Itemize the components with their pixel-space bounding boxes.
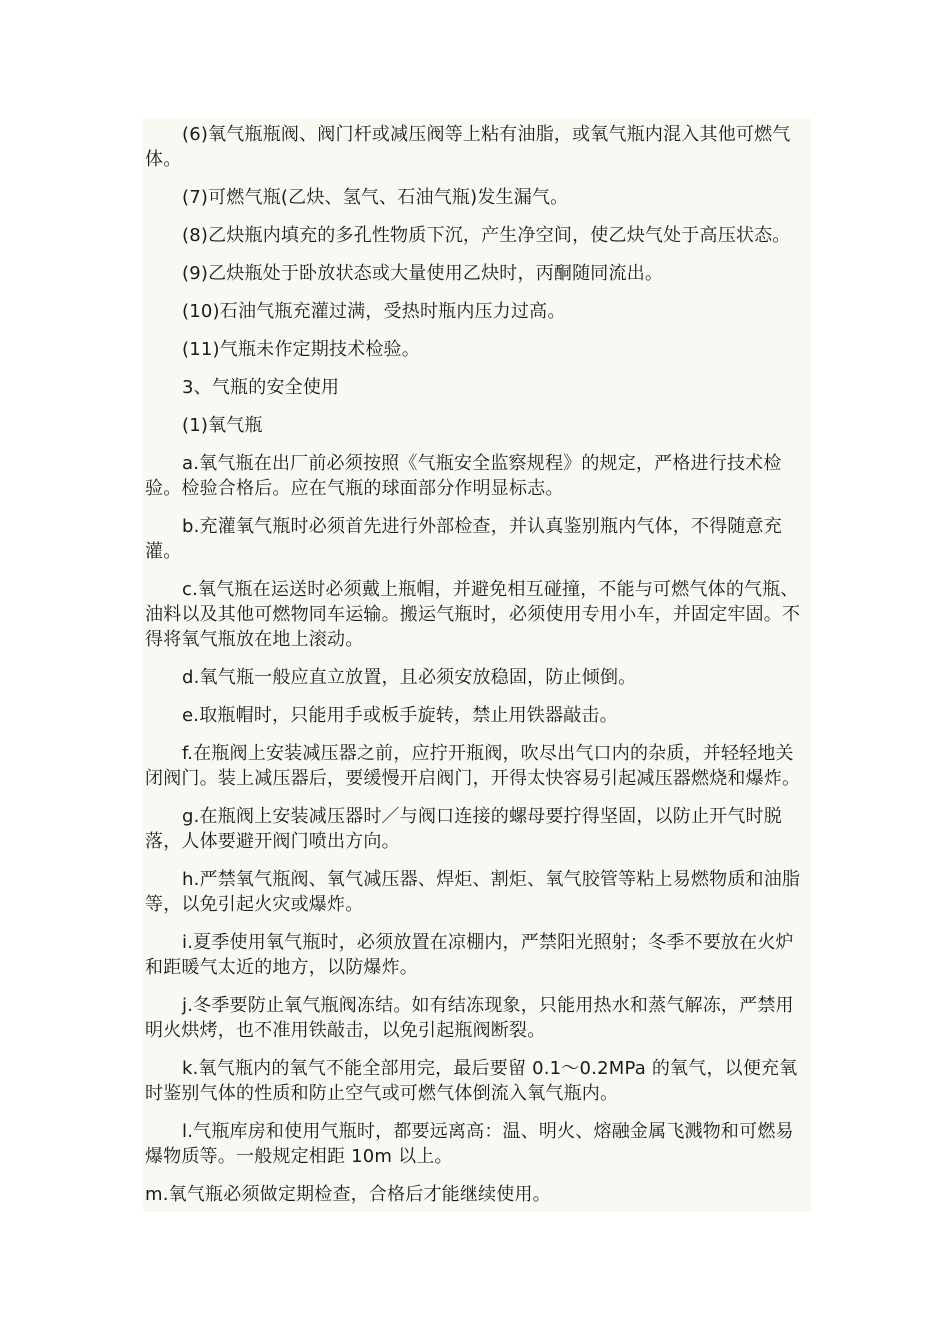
paragraph-11: (11)气瓶未作定期技术检验。 (182, 339, 420, 360)
paragraph-8: (8)乙炔瓶内填充的多孔性物质下沉，产生净空间，使乙炔气处于高压状态。 (182, 225, 791, 246)
paragraph-g: g.在瓶阀上安装减压器时／与阀口连接的螺母要拧得坚固，以防止开气时脱落，人体要避开阀门喷出方向。 (145, 806, 782, 852)
paragraph-7: (7)可燃气瓶(乙炔、氢气、石油气瓶)发生漏气。 (182, 187, 569, 208)
paragraph-6: (6)氧气瓶瓶阀、阀门杆或减压阀等上粘有油脂，或氧气瓶内混入其他可燃气体。 (145, 124, 791, 170)
paragraph-a: a.氧气瓶在出厂前必须按照《气瓶安全监察规程》的规定，严格进行技术检验。检验合格后。应在气瓶的球面部分作明显标志。 (145, 453, 782, 499)
paragraph-b: b.充灌氧气瓶时必须首先进行外部检查，并认真鉴别瓶内气体，不得随意充灌。 (145, 516, 782, 562)
paragraph-l: l.气瓶库房和使用气瓶时，都要远离高：温、明火、熔融金属飞溅物和可燃易爆物质等。一般规定相距 10m 以上。 (145, 1121, 794, 1167)
paragraph-i: i.夏季使用氧气瓶时，必须放置在凉棚内，严禁阳光照射；冬季不要放在火炉和距暖气太近的地方，以防爆炸。 (145, 932, 794, 978)
subsection-heading-oxygen-cylinder: (1)氧气瓶 (182, 415, 263, 436)
document-body (145, 122, 811, 1220)
paragraph-h: h.严禁氧气瓶阀、氧气减压器、焊炬、割炬、氧气胶管等粘上易燃物质和油脂等，以免引起火灾或爆炸。 (145, 869, 801, 915)
paragraph-c: c.氧气瓶在运送时必须戴上瓶帽，并避免相互碰撞，不能与可燃气体的气瓶、油料以及其他可燃物同车运输。搬运气瓶时，必须使用专用小车，并固定牢固。不得将氧气瓶放在地上滚动。 (145, 579, 801, 650)
paragraph-d: d.氧气瓶一般应直立放置，且必须安放稳固，防止倾倒。 (182, 667, 637, 688)
paragraph-j: j.冬季要防止氧气瓶阀冻结。如有结冻现象，只能用热水和蒸气解冻，严禁用明火烘烤，也不准用铁敲击，以免引起瓶阀断裂。 (145, 995, 794, 1041)
paragraph-9: (9)乙炔瓶处于卧放状态或大量使用乙炔时，丙酮随同流出。 (182, 263, 664, 284)
section-heading-3: 3、气瓶的安全使用 (182, 377, 340, 398)
paragraph-m: m.氧气瓶必须做定期检查，合格后才能继续使用。 (145, 1184, 551, 1205)
paragraph-e: e.取瓶帽时，只能用手或板手旋转，禁止用铁器敲击。 (182, 705, 618, 726)
paragraph-f: f.在瓶阀上安装减压器之前，应拧开瓶阀，吹尽出气口内的杂质，并轻轻地关闭阀门。装上减压器后，要缓慢开启阀门，开得太快容易引起减压器燃烧和爆炸。 (145, 743, 801, 789)
paragraph-k: k.氧气瓶内的氧气不能全部用完，最后要留 0.1～0.2MPa 的氧气，以便充氧时鉴别气体的性质和防止空气或可燃气体倒流入氧气瓶内。 (145, 1058, 798, 1104)
paragraph-10: (10)石油气瓶充灌过满，受热时瓶内压力过高。 (182, 301, 566, 322)
